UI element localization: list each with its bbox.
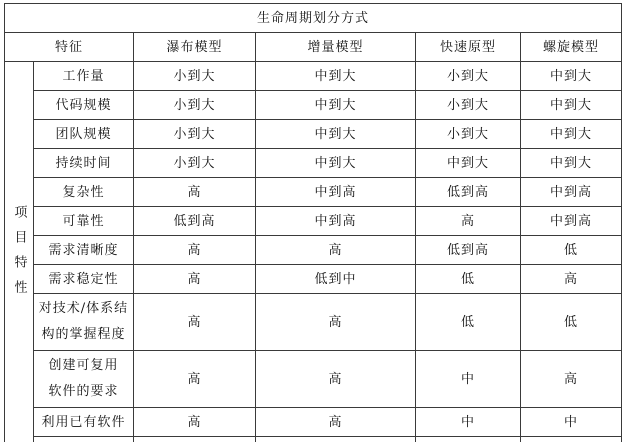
feature-label-line: 软件的要求 [48,384,119,399]
waterfall-value: 高 [134,294,255,350]
feature-label: 团队规模 [55,126,112,142]
waterfall-value: 小到大 [134,120,255,148]
incremental-value: 高 [256,408,415,436]
feature-label: 利用已有软件 [41,414,126,430]
feature-label: 持续时间 [55,155,112,171]
waterfall-value: 高 [134,236,255,264]
header-feature: 特征 [5,33,133,61]
partial-row-cell [416,437,520,442]
header-incremental-model: 增量模型 [256,33,415,61]
spiral-value: 中到大 [521,62,621,90]
prototype-value: 低 [416,265,520,293]
waterfall-value: 高 [134,265,255,293]
spiral-value: 中到高 [521,207,621,235]
spiral-value: 高 [521,351,621,407]
spiral-value: 中到大 [521,91,621,119]
feature-label-line: 构的掌握程度 [41,327,126,342]
feature-label: 代码规模 [55,97,112,113]
partial-row-cell [134,437,255,442]
waterfall-value: 小到大 [134,91,255,119]
prototype-value: 中 [416,408,520,436]
group-label-cell [5,62,33,442]
prototype-value: 中到大 [416,149,520,177]
prototype-value: 低到高 [416,178,520,206]
waterfall-value: 小到大 [134,149,255,177]
group-label: 项目特性 [11,205,27,305]
prototype-value: 小到大 [416,120,520,148]
feature-cell [34,178,133,206]
prototype-value: 低 [416,294,520,350]
prototype-value: 低到高 [416,236,520,264]
feature-label: 可靠性 [62,213,105,229]
feature-cell [34,351,133,407]
feature-cell [34,91,133,119]
spiral-value: 中到高 [521,178,621,206]
spiral-value: 中 [521,408,621,436]
feature-cell [34,149,133,177]
prototype-value: 小到大 [416,91,520,119]
spiral-value: 低 [521,294,621,350]
waterfall-value: 低到高 [134,207,255,235]
incremental-value: 中到大 [256,62,415,90]
incremental-value: 高 [256,351,415,407]
prototype-value: 小到大 [416,62,520,90]
partial-row-cell [521,437,621,442]
incremental-value: 高 [256,294,415,350]
incremental-value: 中到大 [256,149,415,177]
feature-cell [34,236,133,264]
waterfall-value: 高 [134,408,255,436]
table-title: 生命周期划分方式 [5,4,621,32]
incremental-value: 低到中 [256,265,415,293]
header-waterfall-model: 瀑布模型 [134,33,255,61]
feature-cell [34,62,133,90]
partial-row-cell [256,437,415,442]
header-rapid-prototype: 快速原型 [416,33,520,61]
waterfall-value: 小到大 [134,62,255,90]
prototype-value: 中 [416,351,520,407]
waterfall-value: 高 [134,178,255,206]
feature-label: 需求稳定性 [48,271,119,287]
prototype-value: 高 [416,207,520,235]
spiral-value: 中到大 [521,120,621,148]
spiral-value: 低 [521,236,621,264]
lifecycle-comparison-table [4,3,622,442]
spiral-value: 中到大 [521,149,621,177]
feature-cell [34,408,133,436]
feature-label-line: 创建可复用 [48,358,119,373]
incremental-value: 高 [256,236,415,264]
feature-cell [34,265,133,293]
spiral-value: 高 [521,265,621,293]
feature-label-line: 对技术/体系结 [38,301,129,316]
incremental-value: 中到高 [256,207,415,235]
incremental-value: 中到大 [256,120,415,148]
feature-cell [34,120,133,148]
feature-label: 复杂性 [62,184,105,200]
feature-cell [34,207,133,235]
incremental-value: 中到大 [256,91,415,119]
header-spiral-model: 螺旋模型 [521,33,621,61]
feature-label: 需求清晰度 [48,242,119,258]
feature-cell [34,294,133,350]
feature-label: 工作量 [62,68,105,84]
waterfall-value: 高 [134,351,255,407]
incremental-value: 中到高 [256,178,415,206]
partial-row-cell [34,437,133,442]
